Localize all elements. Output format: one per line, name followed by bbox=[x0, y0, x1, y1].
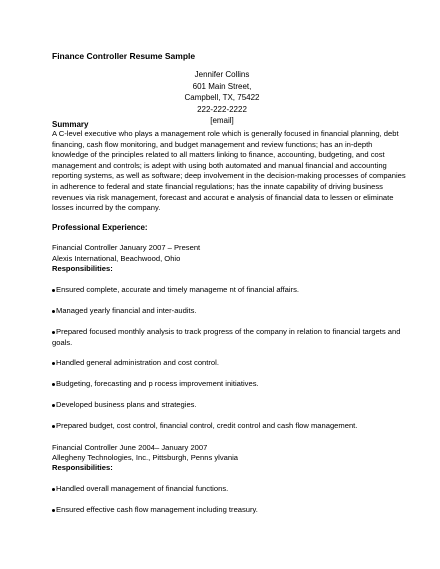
responsibility-item bbox=[52, 505, 392, 516]
summary-line: knowledge of the principles related to all matters linking to finance, accounting, budgeting, and cost bbox=[52, 150, 385, 160]
responsibility-item bbox=[52, 379, 392, 390]
bullet-icon bbox=[52, 362, 55, 365]
summary-line: losses incurred by the company. bbox=[52, 203, 161, 213]
responsibilities-label: Responsibilities: bbox=[52, 463, 113, 472]
bullet-icon bbox=[52, 383, 55, 386]
responsibility-text: Budgeting, forecasting and p rocess improvement initiatives. bbox=[56, 379, 259, 388]
responsibility-item bbox=[52, 285, 392, 296]
responsibility-item bbox=[52, 327, 401, 348]
responsibility-text: Prepared budget, cost control, financial control, credit control and cash flow management. bbox=[56, 421, 358, 430]
responsibility-text: Ensured effective cash flow management including treasury. bbox=[56, 505, 258, 514]
responsibilities-label: Responsibilities: bbox=[52, 264, 113, 273]
contact-phone: 222-222-2222 bbox=[197, 104, 247, 114]
summary-paragraph bbox=[52, 129, 406, 214]
summary-line: reporting systems, as well as software; deep involvement in the decision-making processes of companies bbox=[52, 171, 406, 181]
responsibility-item bbox=[52, 358, 392, 369]
bullet-icon bbox=[52, 289, 55, 292]
summary-line: financing, cash flow monitoring, and budget management and review functions; has an in-depth bbox=[52, 139, 373, 149]
bullet-icon bbox=[52, 404, 55, 407]
job-company-line: Alexis International, Beachwood, Ohio bbox=[52, 254, 181, 263]
contact-city: Campbell, TX, 75422 bbox=[184, 93, 260, 103]
responsibility-text: Developed business plans and strategies. bbox=[56, 400, 197, 409]
responsibility-item bbox=[52, 484, 392, 495]
contact-email: [email] bbox=[210, 116, 234, 126]
contact-name: Jennifer Collins bbox=[194, 70, 250, 79]
responsibility-item bbox=[52, 306, 392, 317]
responsibility-text-cont: goals. bbox=[52, 337, 73, 347]
responsibility-text: Prepared focused monthly analysis to track progress of the company in relation to financial targets and bbox=[56, 327, 401, 336]
contact-street: 601 Main Street, bbox=[192, 81, 252, 91]
bullet-icon bbox=[52, 488, 55, 491]
responsibility-text: Handled general administration and cost control. bbox=[56, 358, 219, 367]
job-title-line: Financial Controller January 2007 – Present bbox=[52, 243, 201, 252]
bullet-icon bbox=[52, 509, 55, 512]
bullet-icon bbox=[52, 331, 55, 334]
experience-heading: Professional Experience: bbox=[52, 223, 148, 232]
responsibility-text: Handled overall management of financial functions. bbox=[56, 484, 229, 493]
responsibility-item bbox=[52, 400, 392, 411]
document-title: Finance Controller Resume Sample bbox=[52, 51, 196, 61]
responsibility-item bbox=[52, 421, 392, 432]
responsibility-text: Ensured complete, accurate and timely manageme nt of financial affairs. bbox=[56, 285, 299, 294]
job-title-line: Financial Controller June 2004– January 2007 bbox=[52, 443, 208, 452]
bullet-icon bbox=[52, 310, 55, 313]
summary-line: revenues via risk management, forecast and accurat e analysis of financial data to lessen or eliminate bbox=[52, 192, 394, 202]
summary-line: in adherence to federal and state financial regulations; has the innate capability of driving business bbox=[52, 181, 383, 191]
summary-line: A C-level executive who plays a management role which is generally focused in financial planning, debt bbox=[52, 129, 399, 138]
contact-block bbox=[52, 69, 392, 127]
summary-heading: Summary bbox=[52, 120, 89, 129]
summary-line: management and controls; is adept with using both automated and manual financial and accounting bbox=[52, 160, 387, 170]
bullet-icon bbox=[52, 425, 55, 428]
job-company-line: Allegheny Technologies, Inc., Pittsburgh, Penns ylvania bbox=[52, 453, 239, 462]
responsibility-text: Managed yearly financial and inter-audits. bbox=[56, 306, 197, 315]
